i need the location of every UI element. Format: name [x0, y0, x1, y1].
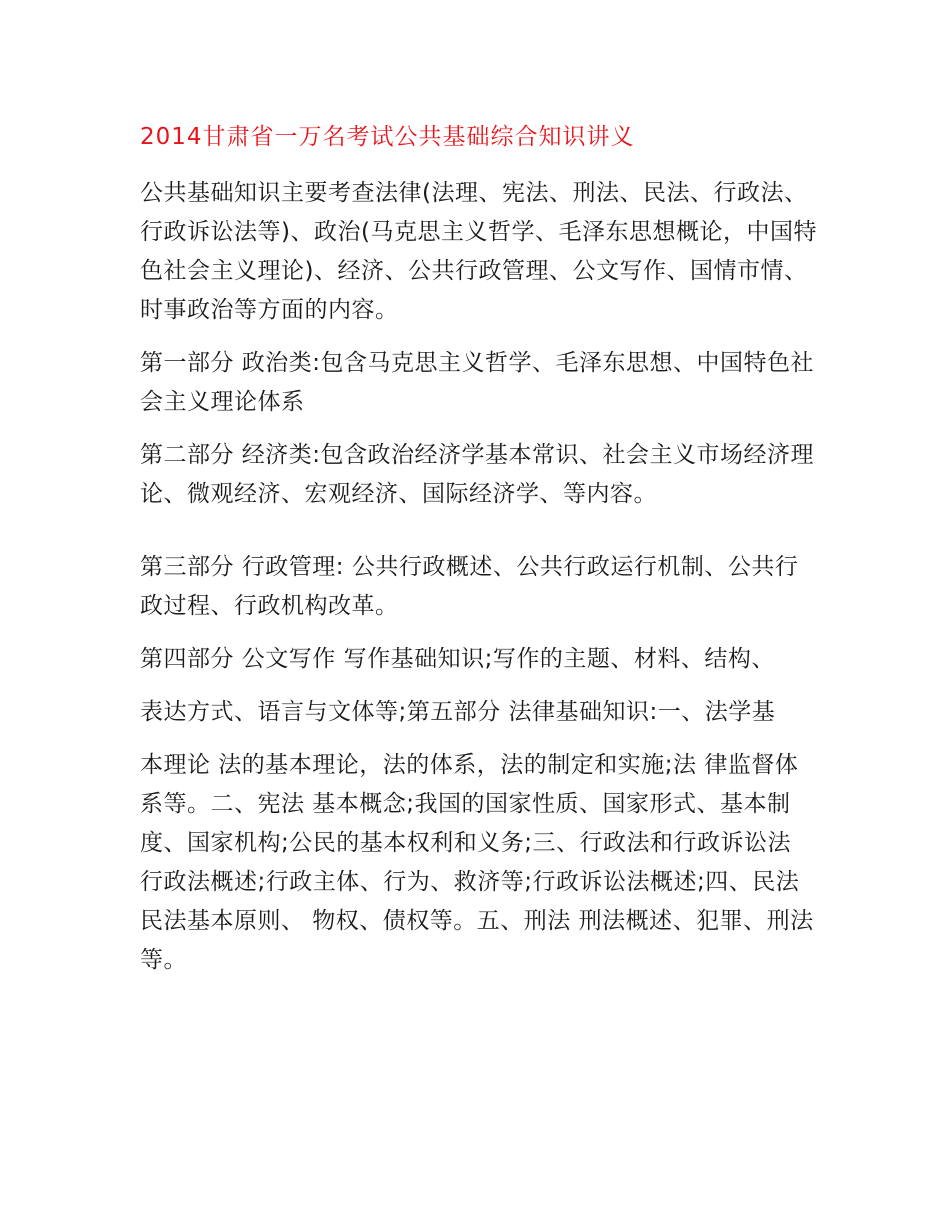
part-five-paragraph: 表达方式、语言与文体等;第五部分 法律基础知识:一、法学基 [140, 699, 776, 725]
part-four-paragraph: 第四部分 公文写作 写作基础知识;写作的主题、材料、结构、 [140, 646, 775, 672]
document-page [140, 120, 820, 994]
part-one-paragraph: 第一部分 政治类:包含马克思主义哲学、毛泽东思想、中国特色社会主义理论体系 [140, 350, 815, 415]
part-two-paragraph: 第二部分 经济类:包含政治经济学基本常识、社会主义市场经济理论、微观经济、宏观经济、国际经济学、等内容。 [140, 442, 815, 507]
document-title: 2014甘肃省一万名考试公共基础综合知识讲义 [140, 124, 635, 150]
intro-paragraph: 公共基础知识主要考查法律(法理、宪法、刑法、民法、行政法、行政诉讼法等)、政治(马克思主义哲学、毛泽东思想概论，中国特色社会主义理论)、经济、公共行政管理、公文写作、国情市情、时事政治等方面的内容。 [140, 180, 817, 323]
part-three-paragraph: 第三部分 行政管理: 公共行政概述、公共行政运行机制、公共行政过程、行政机构改革。 [140, 554, 799, 619]
law-basics-paragraph: 本理论 法的基本理论，法的体系，法的制定和实施;法 律监督体系等。二、宪法 基本概念;我国的国家性质、国家形式、基本制度、国家机构;公民的基本权利和义务;三、行政法和行政诉讼法 行政法概述;行政主体、行为、救济等;行政诉讼法概述;四、民法 民法基本原则、 物权、债权等。五、刑法 刑法概述、犯罪、刑法等。 [140, 752, 814, 973]
